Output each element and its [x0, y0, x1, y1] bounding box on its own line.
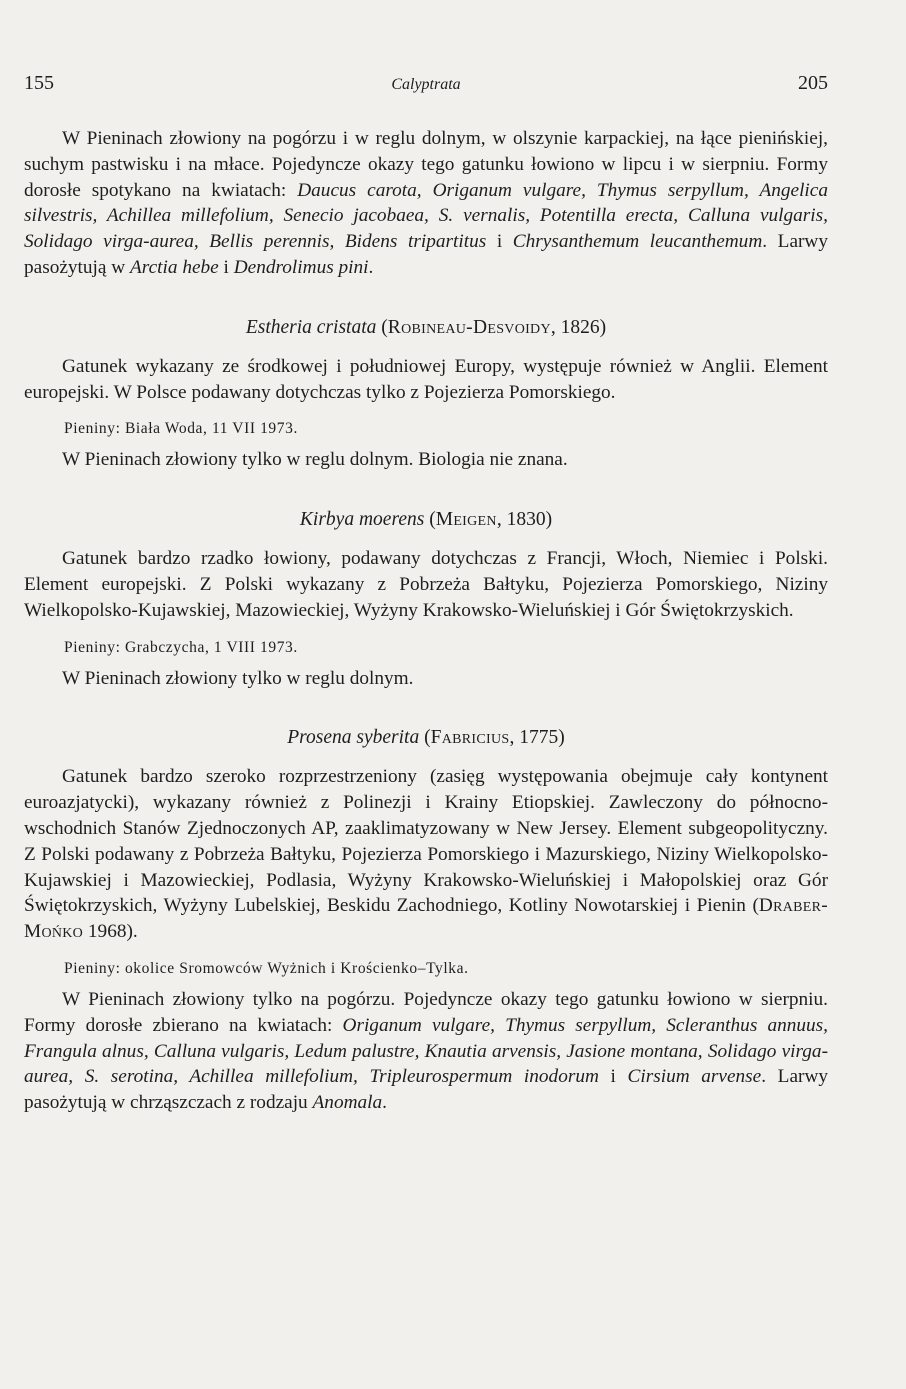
species-list: Daucus carota, Origanum vulgare, Thymus serpyllum, Angelica silvestris, Achillea millefolium, Senecio jacobaea, S. vernalis, Potentilla erecta, Calluna vulgaris, Solidago virga-aurea, Bellis perennis, Bidens tripartitus [24, 179, 828, 253]
locality-record: Pieniny: Grabczycha, 1 VIII 1973. [64, 638, 298, 656]
host-name: Arctia hebe [130, 256, 219, 278]
year: , 1775) [509, 727, 565, 749]
text: . [382, 1092, 387, 1114]
text: i [598, 1066, 628, 1088]
text: 1968). [83, 921, 138, 943]
species-description [24, 764, 828, 945]
biology-note: W Pieninach złowiony tylko w reglu dolnym. [62, 667, 414, 689]
biology-note: W Pieninach złowiony tylko w reglu dolnym. Biologia nie znana. [62, 449, 568, 471]
page-number-right: 205 [798, 72, 828, 94]
intro-paragraph [24, 126, 828, 281]
text: . Larwy pasożytują w chrząszczach z rodzaju [24, 1066, 829, 1114]
reference-author: Draber-Mońko [24, 895, 828, 943]
text: Gatunek bardzo szeroko rozprzestrzeniony (zasięg występowania obejmuje cały kontynent euroazjatycki), wykazany również z Polinezji i Krainy Etiopskiej. Zawleczony do północno-wschodnich Stanów Zjednoczonych AP, zaaklimatyzowany w New Jersey. Element subgeopolityczny. Z Polski podawany z Pobrzeża Bałtyku, Pojezierza Pomorskiego i Mazurskiego, Niziny Wielkopolsko-Kujawskiej i Mazowieckiej, Podlasia, Wyżyny Krakowsko-Wieluńskiej i Małopolskiej oraz Gór Świętokrzyskich, Wyżyny Lubelskiej, Beskidu Zachodniego, Kotliny Nowotarskiej i Pienin ( [24, 766, 828, 917]
host-name: Dendrolimus pini [233, 256, 369, 278]
species-name: Kirbya moerens [299, 509, 425, 531]
biology-note [24, 987, 828, 1116]
text: . [368, 256, 374, 278]
text: . Larwy pasożytują w [24, 231, 829, 278]
page-number-left: 155 [24, 72, 54, 94]
text: W Pieninach złowiony tylko na pogórzu. Pojedyncze okazy tego gatunku łowiono w sierpniu. Formy dorosłe zbierano na kwiatach: [24, 988, 828, 1036]
running-title: Calyptrata [391, 76, 461, 93]
author-name: Robineau-Desvoidy [387, 316, 551, 338]
species-name: Estheria cristata [245, 316, 377, 338]
year: , 1826) [550, 316, 607, 338]
page-header [24, 72, 828, 95]
species-heading-kirbya [24, 507, 828, 533]
text: ( [376, 316, 388, 338]
species-name: Prosena syberita [287, 727, 420, 749]
text: ( [419, 727, 431, 749]
species-name: Cirsium arvense [627, 1066, 762, 1088]
text: W Pieninach złowiony na pogórzu i w reglu dolnym, w olszynie karpackiej, na łące pienińskiej, suchym pastwisku i na młace. Pojedyncze okazy tego gatunku łowiono w lipcu i w sierpniu. Formy dorosłe spotykano na kwiatach: [24, 128, 828, 201]
species-description: Gatunek wykazany ze środkowej i południowej Europy, występuje również w Anglii. Element europejski. W Polsce podawany dotychczas tylko z Pojezierza Pomorskiego. [24, 355, 828, 403]
species-heading-prosena [24, 725, 828, 751]
year: , 1830) [496, 509, 553, 531]
species-description: Gatunek bardzo rzadko łowiony, podawany dotychczas z Francji, Włoch, Niemiec i Polski. Element europejski. Z Polski wykazany z Pobrzeża Bałtyku, Pojezierza Pomorskiego, Niziny Wielkopolsko-Kujawskiej, Mazowieckiej, Wyżyny Krakowsko-Wieluńskiej i Gór Świętokrzyskich. [24, 548, 828, 621]
text: i [218, 256, 234, 278]
page-content [24, 126, 828, 1116]
locality-record: Pieniny: okolice Sromowców Wyżnich i Krościenko–Tylka. [64, 959, 469, 977]
author-name: Meigen [435, 509, 497, 531]
author-name: Fabricius [430, 727, 510, 749]
text: ( [424, 509, 436, 531]
species-heading-estheria [24, 315, 828, 341]
species-name: Chrysanthemum leucanthemum [512, 231, 763, 253]
locality-record: Pieniny: Biała Woda, 11 VII 1973. [64, 420, 298, 438]
text: i [486, 231, 513, 253]
genus-name: Anomala [312, 1092, 383, 1114]
species-list: Origanum vulgare, Thymus serpyllum, Scleranthus annuus, Frangula alnus, Calluna vulgaris, Ledum palustre, Knautia arvensis, Jasione montana, Solidago virga-aurea, S. serotina, Achillea millefolium, Tripleurospermum inodorum [24, 1014, 829, 1088]
